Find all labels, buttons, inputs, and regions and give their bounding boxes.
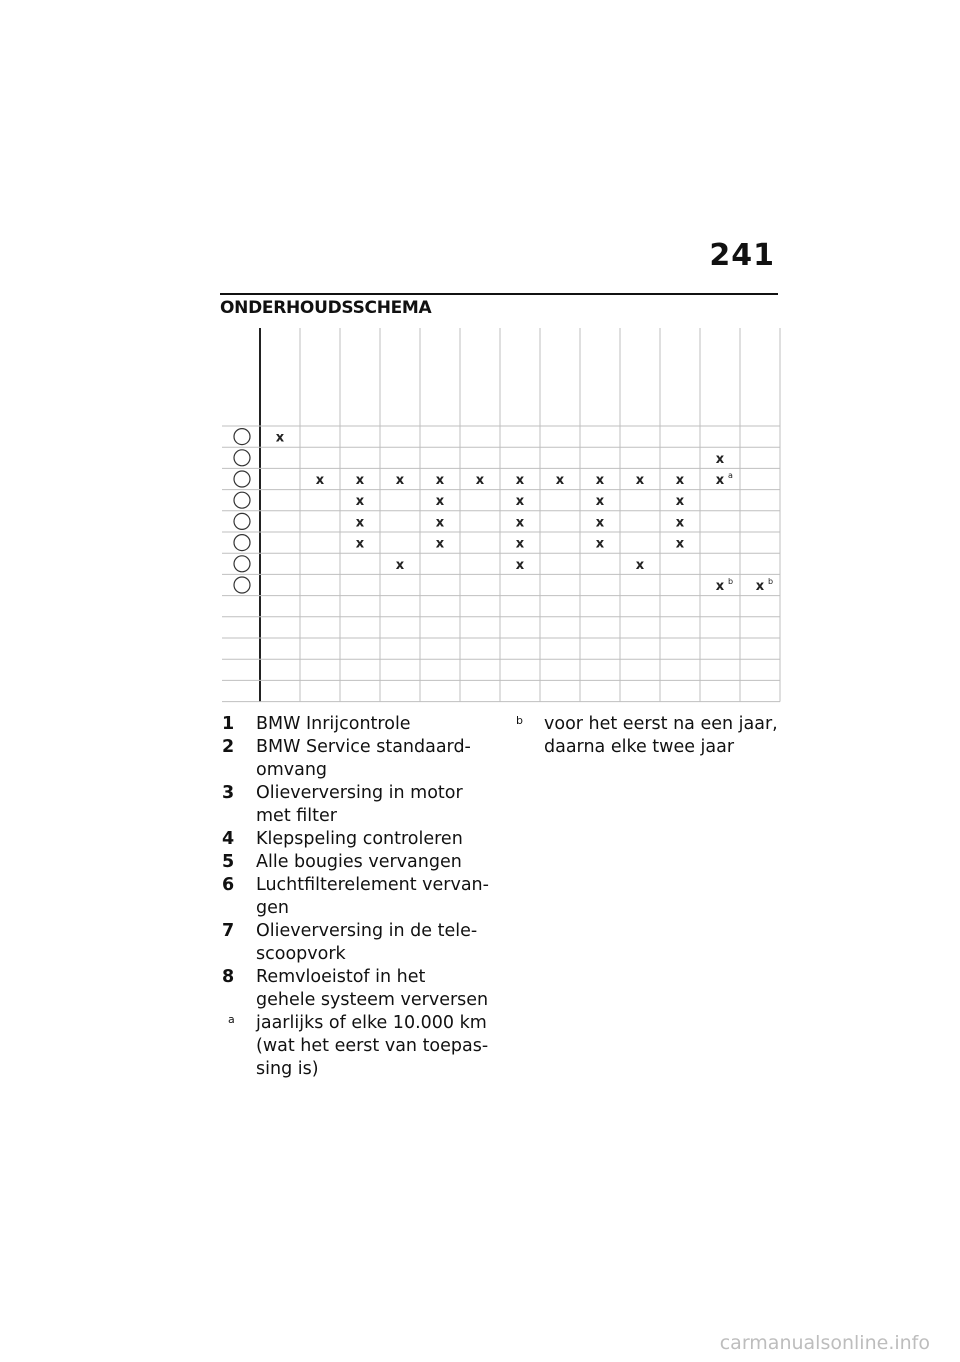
legend-key: 5 xyxy=(222,852,235,872)
legend-text: BMW Inrijcontrole xyxy=(256,714,411,734)
schedule-mark: x xyxy=(675,515,685,531)
schedule-mark: x xyxy=(315,473,325,488)
schedule-mark: x xyxy=(635,473,645,488)
schedule-mark-footnote: a xyxy=(728,471,733,480)
schedule-mark: x xyxy=(395,557,405,573)
legend-key: a xyxy=(228,1013,235,1026)
legend-item xyxy=(222,851,490,874)
schedule-mark: x xyxy=(675,494,685,510)
legend-key: 4 xyxy=(222,829,235,849)
schedule-mark: x xyxy=(355,536,365,552)
legend-item xyxy=(222,1012,490,1081)
row-number-badge xyxy=(234,556,250,572)
legend-item xyxy=(222,828,490,851)
legend-item xyxy=(222,874,490,920)
schedule-mark: x xyxy=(755,579,765,594)
legend-key: 2 xyxy=(222,737,235,757)
schedule-mark: x xyxy=(555,473,565,488)
page-number: 241 xyxy=(709,238,775,273)
legend-text: Olieverversing in de tele-scoopvork xyxy=(256,921,478,964)
schedule-mark: x xyxy=(275,430,285,446)
legend-item xyxy=(222,736,490,782)
schedule-mark: x xyxy=(715,473,725,488)
schedule-mark: x xyxy=(435,473,445,488)
schedule-mark-footnote: b xyxy=(768,577,774,586)
schedule-mark: x xyxy=(515,473,525,488)
legend-item xyxy=(222,920,490,966)
legend-text: jaarlijks of elke 10.000 km (wat het eerst van toepas-sing is) xyxy=(256,1013,489,1079)
legend-text: Remvloeistof in het gehele systeem verversen xyxy=(256,967,489,1010)
legend-text: BMW Service standaard-omvang xyxy=(256,737,471,780)
schedule-mark: x xyxy=(355,515,365,531)
legend-text: Alle bougies vervangen xyxy=(256,852,462,872)
legend-item xyxy=(222,713,490,736)
row-number-badge xyxy=(234,535,250,551)
legend-key: 1 xyxy=(222,714,235,734)
row-number-badge xyxy=(234,429,250,445)
schedule-mark: x xyxy=(595,515,605,531)
schedule-mark: x xyxy=(435,536,445,552)
legend-text: Luchtfilterelement vervan-gen xyxy=(256,875,489,918)
schedule-mark: x xyxy=(715,451,725,467)
schedule-mark: x xyxy=(715,579,725,594)
legend-text: voor het eerst na een jaar, daarna elke twee jaar xyxy=(544,714,778,757)
schedule-mark: x xyxy=(515,494,525,510)
schedule-mark: x xyxy=(515,536,525,552)
legend-right xyxy=(510,713,780,759)
schedule-mark: x xyxy=(675,536,685,552)
legend-key: 8 xyxy=(222,967,235,987)
schedule-mark: x xyxy=(515,557,525,573)
legend-item xyxy=(222,782,490,828)
watermark-text: carmanualsonline.info xyxy=(719,1332,930,1354)
row-number-badge xyxy=(234,471,250,487)
row-number-badge xyxy=(234,492,250,508)
schedule-mark: x xyxy=(435,515,445,531)
row-number-badge xyxy=(234,450,250,466)
legend-item xyxy=(510,713,780,759)
legend-key: 6 xyxy=(222,875,235,895)
schedule-mark: x xyxy=(595,494,605,510)
row-number-badge xyxy=(234,577,250,593)
section-title: ONDERHOUDSSCHEMA xyxy=(220,298,432,318)
legend-left xyxy=(222,713,490,1081)
schedule-mark: x xyxy=(675,473,685,488)
schedule-mark: x xyxy=(355,473,365,488)
schedule-mark: x xyxy=(595,473,605,488)
schedule-mark: x xyxy=(395,473,405,488)
legend-item xyxy=(222,966,490,1012)
legend-key: 3 xyxy=(222,783,235,803)
legend-text: Olieverversing in motor met filter xyxy=(256,783,463,826)
legend-key: b xyxy=(516,714,523,727)
schedule-mark: x xyxy=(435,494,445,510)
schedule-mark: x xyxy=(355,494,365,510)
legend-key: 7 xyxy=(222,921,235,941)
schedule-mark: x xyxy=(595,536,605,552)
schedule-mark: x xyxy=(635,557,645,573)
schedule-mark: x xyxy=(475,473,485,488)
row-number-badge xyxy=(234,513,250,529)
legend-text: Klepspeling controleren xyxy=(256,829,463,849)
schedule-mark-footnote: b xyxy=(728,577,734,586)
schedule-mark: x xyxy=(515,515,525,531)
